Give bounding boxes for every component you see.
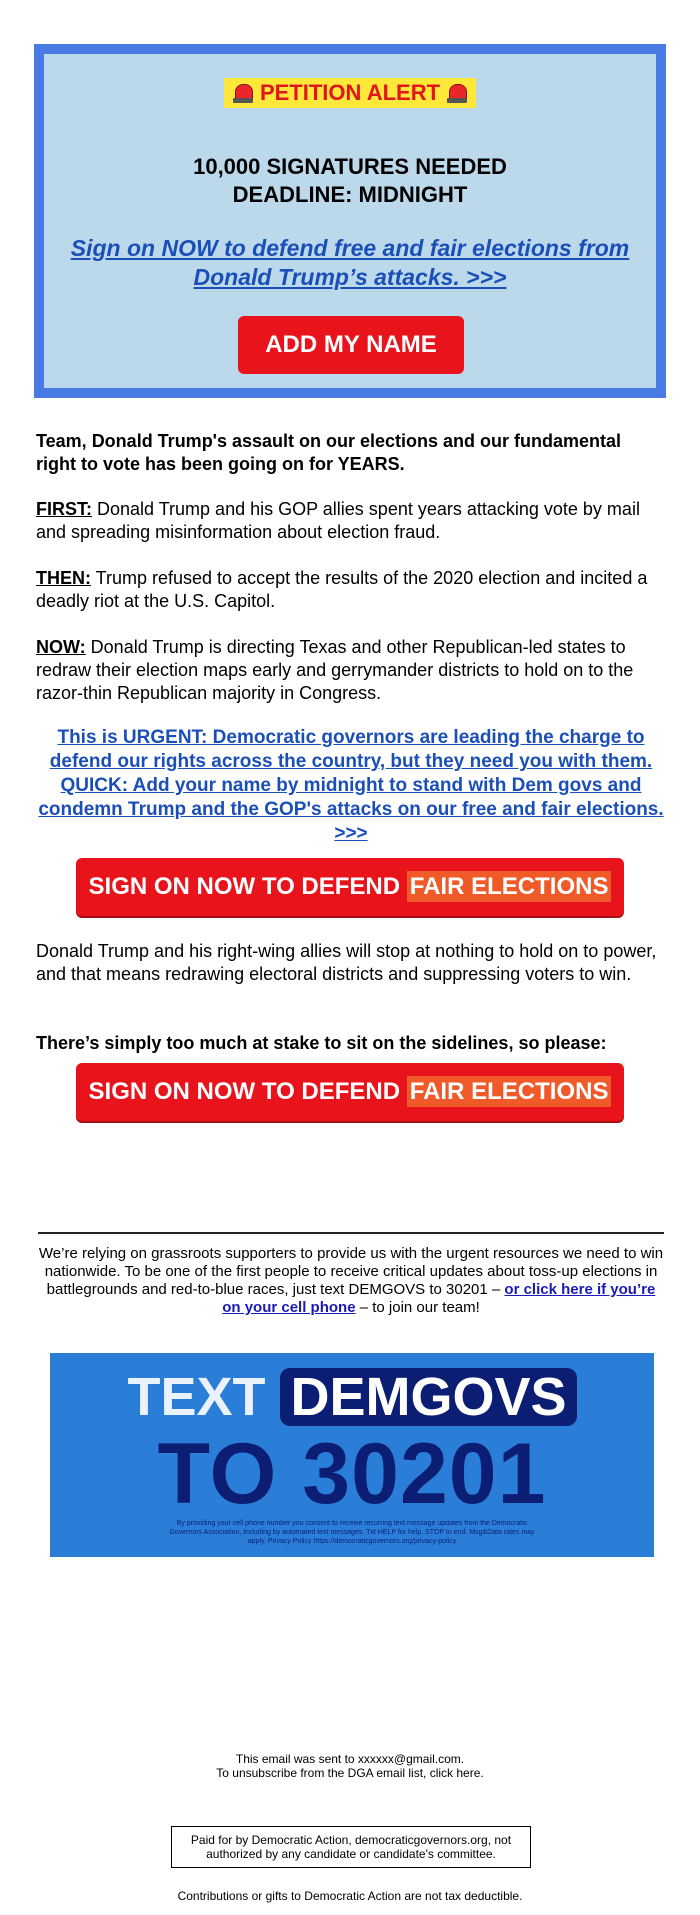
sign-on-now-link[interactable]: Sign on NOW to defend free and fair elections from Donald Trump’s attacks. >>> <box>70 235 630 290</box>
cta-label: SIGN ON NOW TO DEFEND <box>88 1078 407 1105</box>
then-label: THEN: <box>36 568 91 588</box>
sign-on-now-button[interactable] <box>76 858 624 916</box>
banner-keyword: DEMGOVS <box>280 1368 576 1426</box>
petition-alert-tag <box>224 78 476 108</box>
now-paragraph <box>36 636 666 705</box>
contributions-disclaimer: Contributions or gifts to Democratic Action are not tax deductible. <box>177 1889 523 1903</box>
stakes-paragraph: There’s simply too much at stake to sit on the sidelines, so please: <box>36 1033 607 1053</box>
section-divider <box>38 1232 664 1234</box>
siren-icon <box>446 82 468 104</box>
grassroots-paragraph <box>38 1245 664 1317</box>
first-paragraph <box>36 498 666 544</box>
now-label: NOW: <box>36 637 86 657</box>
signatures-needed-heading: 10,000 SIGNATURES NEEDED <box>193 154 507 179</box>
banner-text-line <box>50 1365 654 1429</box>
sign-on-now-button-2[interactable] <box>76 1063 624 1121</box>
cta-highlight: FAIR ELECTIONS <box>407 1076 612 1107</box>
allies-paragraph: Donald Trump and his right-wing allies will stop at nothing to hold on to power, and that means redrawing electoral districts and suppressing voters to win. <box>36 941 657 984</box>
now-text: Donald Trump is directing Texas and other Republican-led states to redraw their election maps early and gerrymander districts to hold on to the razor-thin Republican majority in Congress. <box>36 637 634 703</box>
banner-shortcode: TO 30201 <box>157 1426 547 1522</box>
cell-phone-link[interactable]: or click here if you’re on your cell phone <box>222 1281 656 1316</box>
petition-alert-box <box>34 44 666 398</box>
first-label: FIRST: <box>36 499 92 519</box>
unsubscribe-link[interactable]: To unsubscribe from the DGA email list, click here. <box>216 1766 484 1780</box>
sent-to-text: This email was sent to xxxxxx@gmail.com. <box>235 1752 465 1766</box>
petition-alert-label: PETITION ALERT <box>259 80 441 105</box>
paid-for-line-1: Paid for by Democratic Action, democraticgovernors.org, not <box>190 1833 512 1847</box>
add-my-name-button[interactable]: ADD MY NAME <box>238 316 464 374</box>
siren-icon <box>232 82 254 104</box>
text-demgovs-banner[interactable] <box>50 1353 654 1557</box>
grassroots-text: We’re relying on grassroots supporters to provide us with the urgent resources we need to win nationwide. To be one of the first people to receive critical updates about toss-up elections in battlegrounds and red-to-blue races, just text DEMGOVS to 30201 – <box>38 1245 664 1298</box>
deadline-heading: DEADLINE: MIDNIGHT <box>232 182 468 207</box>
then-paragraph <box>36 567 666 613</box>
paid-for-disclaimer <box>171 1826 531 1868</box>
paid-for-line-2: authorized by any candidate or candidate's committee. <box>206 1847 496 1861</box>
then-text: Trump refused to accept the results of the 2020 election and incited a deadly riot at the U.S. Capitol. <box>36 568 648 611</box>
banner-text-word: TEXT <box>127 1367 266 1427</box>
cta-label: SIGN ON NOW TO DEFEND <box>88 873 407 900</box>
cta-highlight: FAIR ELECTIONS <box>407 871 612 902</box>
intro-paragraph: Team, Donald Trump's assault on our elections and our fundamental right to vote has been going on for YEARS. <box>36 431 622 474</box>
grassroots-suffix: – to join our team! <box>355 1299 480 1316</box>
banner-fine-print: By providing your cell phone number you consent to receive recurring text message updates from the Democratic Governors Association, including by automated text messages. Txt HELP for help, STOP to end. Msg&Data rates may apply. Privacy Policy https://democraticgovernors.org/privacy-policy <box>169 1520 535 1545</box>
urgent-petition-link[interactable]: This is URGENT: Democratic governors are leading the charge to defend our rights across the country, but they need you with them. QUICK: Add your name by midnight to stand with Dem govs and condemn Trump and the GOP's attacks on our free and fair elections. >>> <box>38 727 664 844</box>
first-text: Donald Trump and his GOP allies spent years attacking vote by mail and spreading misinformation about election fraud. <box>36 499 640 542</box>
